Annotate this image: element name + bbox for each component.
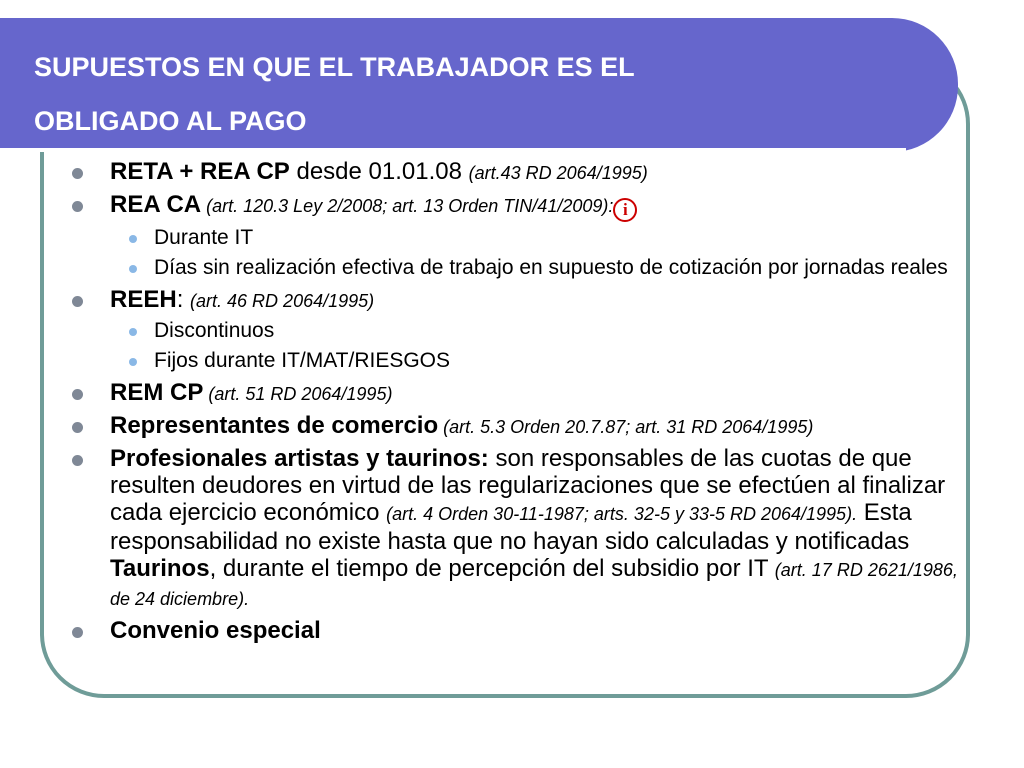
item-text: desde 01.01.08 [289,158,469,185]
item-reference: (art.43 RD 2064/1995) [468,163,648,183]
sub-item-durante-it [72,226,972,250]
info-link[interactable] [613,192,637,217]
sub-item-fijos [72,349,972,373]
bullet-icon [72,422,83,433]
sub-bullet-icon [129,235,137,243]
list-item-reeh [72,286,972,315]
item-heading: REM CP [110,379,204,406]
title-underline [0,148,906,152]
list-item-convenio [72,617,972,644]
sub-item-text: Durante IT [154,226,254,249]
sub-bullet-icon [129,358,137,366]
sub-item-text: Discontinuos [154,319,275,342]
sub-item-discontinuos [72,319,972,343]
item-reference: (art. 120.3 Ley 2/2008; art. 13 Orden TIN/41/2009): [201,196,614,216]
item-heading: RETA + REA CP [110,158,290,185]
item-reference: (art. 51 RD 2064/1995) [203,384,393,404]
item-heading: REA CA [110,191,202,218]
item-emphasis: Taurinos [110,555,210,582]
bullet-icon [72,389,83,400]
info-icon: i [613,198,637,222]
sub-bullet-icon [129,265,137,273]
list-item-profesionales [72,445,972,613]
sub-item-text: Días sin realización efectiva de trabajo en supuesto de cotización por jornadas reales [154,256,948,279]
bullet-icon [72,296,83,307]
bullet-icon [72,168,83,179]
title-line-2: OBLIGADO AL PAGO [34,106,307,136]
item-text-continued: , durante el tiempo de percepción del subsidio por IT [209,555,775,582]
item-heading: Convenio especial [110,617,321,644]
bullet-icon [72,627,83,638]
list-item-reta [72,158,972,187]
item-heading: REEH [110,286,177,313]
item-reference: (art. 5.3 Orden 20.7.87; art. 31 RD 2064/1995) [438,417,814,437]
list-item-representantes [72,412,972,441]
item-heading: Representantes de comercio [110,412,439,439]
list-item-rem-cp [72,379,972,408]
item-text: : [176,286,191,313]
sub-item-text: Fijos durante IT/MAT/RIESGOS [154,349,451,372]
bullet-list [72,158,972,648]
list-item-rea-ca [72,191,972,222]
sub-bullet-icon [129,328,137,336]
item-text-continued: Esta responsabilidad no existe hasta que no hayan sido calculadas y notificadas [110,499,912,555]
item-heading: Profesionales artistas y taurinos: [110,445,489,472]
item-text: son responsables de las cuotas de que resulten deudores en virtud de las regularizaciones que se efectúen al finalizar cada ejercicio económico [110,445,946,526]
title-band [0,18,958,152]
item-reference: (art. 17 RD 2621/1986, de 24 diciembre). [110,560,958,609]
slide-title [34,40,914,148]
bullet-icon [72,201,83,212]
bullet-icon [72,455,83,466]
sub-item-dias-sin-realizacion [72,256,972,280]
title-line-1: SUPUESTOS EN QUE EL TRABAJADOR ES EL [34,52,635,82]
item-reference: (art. 4 Orden 30-11-1987; arts. 32-5 y 33-5 RD 2064/1995). [386,504,858,524]
item-reference: (art. 46 RD 2064/1995) [190,291,375,311]
